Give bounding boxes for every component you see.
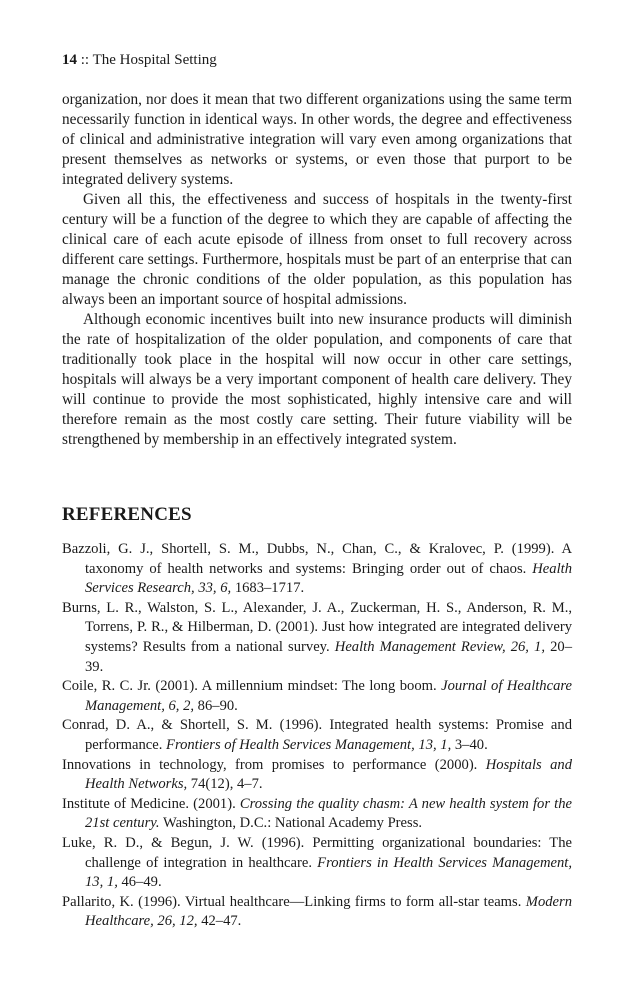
reference-source: Modern Healthcare, 26, 12, bbox=[85, 893, 572, 930]
reference-pages: 3–40. bbox=[451, 736, 488, 753]
reference-text: Luke, R. D., & Begun, J. W. (1996). Permitting organizational boundaries: The challenge of integration in healthcare. bbox=[62, 834, 572, 871]
reference-pages: 42–47. bbox=[197, 913, 242, 930]
reference-source: Frontiers of Health Services Management, 13, 1, bbox=[166, 736, 452, 753]
reference-source: Hospitals and Health Networks, bbox=[85, 756, 572, 793]
paragraph-1: organization, nor does it mean that two different organizations using the same term necessarily function in identical ways. In other words, the degree and effectiveness of clinical and administrative integration will vary even among organizations that present themselves as networks or systems, or even those that purport to be integrated delivery systems. bbox=[62, 91, 572, 188]
paragraph-3: Although economic incentives built into new insurance products will diminish the rate of hospitalization of the older population, and components of care that traditionally took place in the hospital will now occur in other care settings, hospitals will always be a very important component of health care delivery. They will continue to provide the most sophisticated, highly intensive care and will therefore remain as the most costly care setting. Their future viability will be strengthened by membership in an effectively integrated system. bbox=[62, 311, 572, 448]
header-separator: :: bbox=[80, 52, 90, 68]
reference-text: Burns, L. R., Walston, S. L., Alexander, J. A., Zuckerman, H. S., Anderson, R. M., Torrens, P. R., & Hilberman, D. (2001). Just how integrated are integrated delivery systems? Results from a national survey. bbox=[62, 599, 572, 655]
reference-list bbox=[62, 540, 572, 932]
reference-text: Pallarito, K. (1996). Virtual healthcare—Linking firms to form all-star teams. bbox=[62, 893, 526, 910]
reference-pages: Washington, D.C.: National Academy Press. bbox=[159, 815, 423, 832]
reference-item bbox=[62, 677, 572, 716]
reference-source: Frontiers in Health Services Management, 13, 1, bbox=[85, 854, 573, 891]
reference-text: Conrad, D. A., & Shortell, S. M. (1996). Integrated health systems: Promise and performance. bbox=[62, 717, 572, 753]
reference-source: Crossing the quality chasm: A new health system for the 21st century. bbox=[85, 795, 572, 832]
reference-item bbox=[62, 599, 572, 677]
reference-item bbox=[62, 795, 572, 834]
reference-source: Health Services Research, 33, 6, bbox=[85, 560, 572, 597]
running-title: The Hospital Setting bbox=[92, 52, 217, 68]
reference-item bbox=[62, 756, 572, 795]
reference-item bbox=[62, 834, 572, 893]
book-page bbox=[62, 52, 572, 932]
running-header bbox=[62, 52, 572, 69]
reference-item bbox=[62, 893, 572, 932]
reference-item bbox=[62, 540, 572, 599]
reference-pages: 74(12), 4–7. bbox=[187, 776, 263, 793]
body-text bbox=[62, 90, 572, 450]
reference-text: Coile, R. C. Jr. (2001). A millennium mindset: The long boom. bbox=[62, 678, 442, 695]
reference-pages: 20–39. bbox=[85, 638, 573, 675]
reference-text: Institute of Medicine. (2001). bbox=[62, 795, 240, 812]
references-heading: REFERENCES bbox=[62, 504, 192, 525]
reference-pages: 46–49. bbox=[117, 874, 162, 891]
reference-source: Health Management Review, 26, 1, bbox=[334, 638, 546, 655]
paragraph-2: Given all this, the effectiveness and success of hospitals in the twenty-first century will be a function of the degree to which they are capable of affecting the clinical care of each acute episode of illness from onset to full recovery across different care settings. Furthermore, hospitals must be part of an enterprise that can manage the chronic conditions of the older population, as this population has always been an important source of hospital admissions. bbox=[62, 191, 572, 308]
reference-text: Bazzoli, G. J., Shortell, S. M., Dubbs, N., Chan, C., & Kralovec, P. (1999). A taxonomy of health networks and systems: Bringing order out of chaos. bbox=[62, 541, 572, 577]
reference-source: Journal of Healthcare Management, 6, 2, bbox=[85, 678, 572, 714]
reference-text: Innovations in technology, from promises to performance (2000). bbox=[62, 756, 486, 773]
reference-pages: 86–90. bbox=[194, 697, 238, 714]
reference-item bbox=[62, 716, 572, 755]
page-number: 14 bbox=[62, 52, 77, 68]
reference-pages: 1683–1717. bbox=[231, 580, 305, 597]
